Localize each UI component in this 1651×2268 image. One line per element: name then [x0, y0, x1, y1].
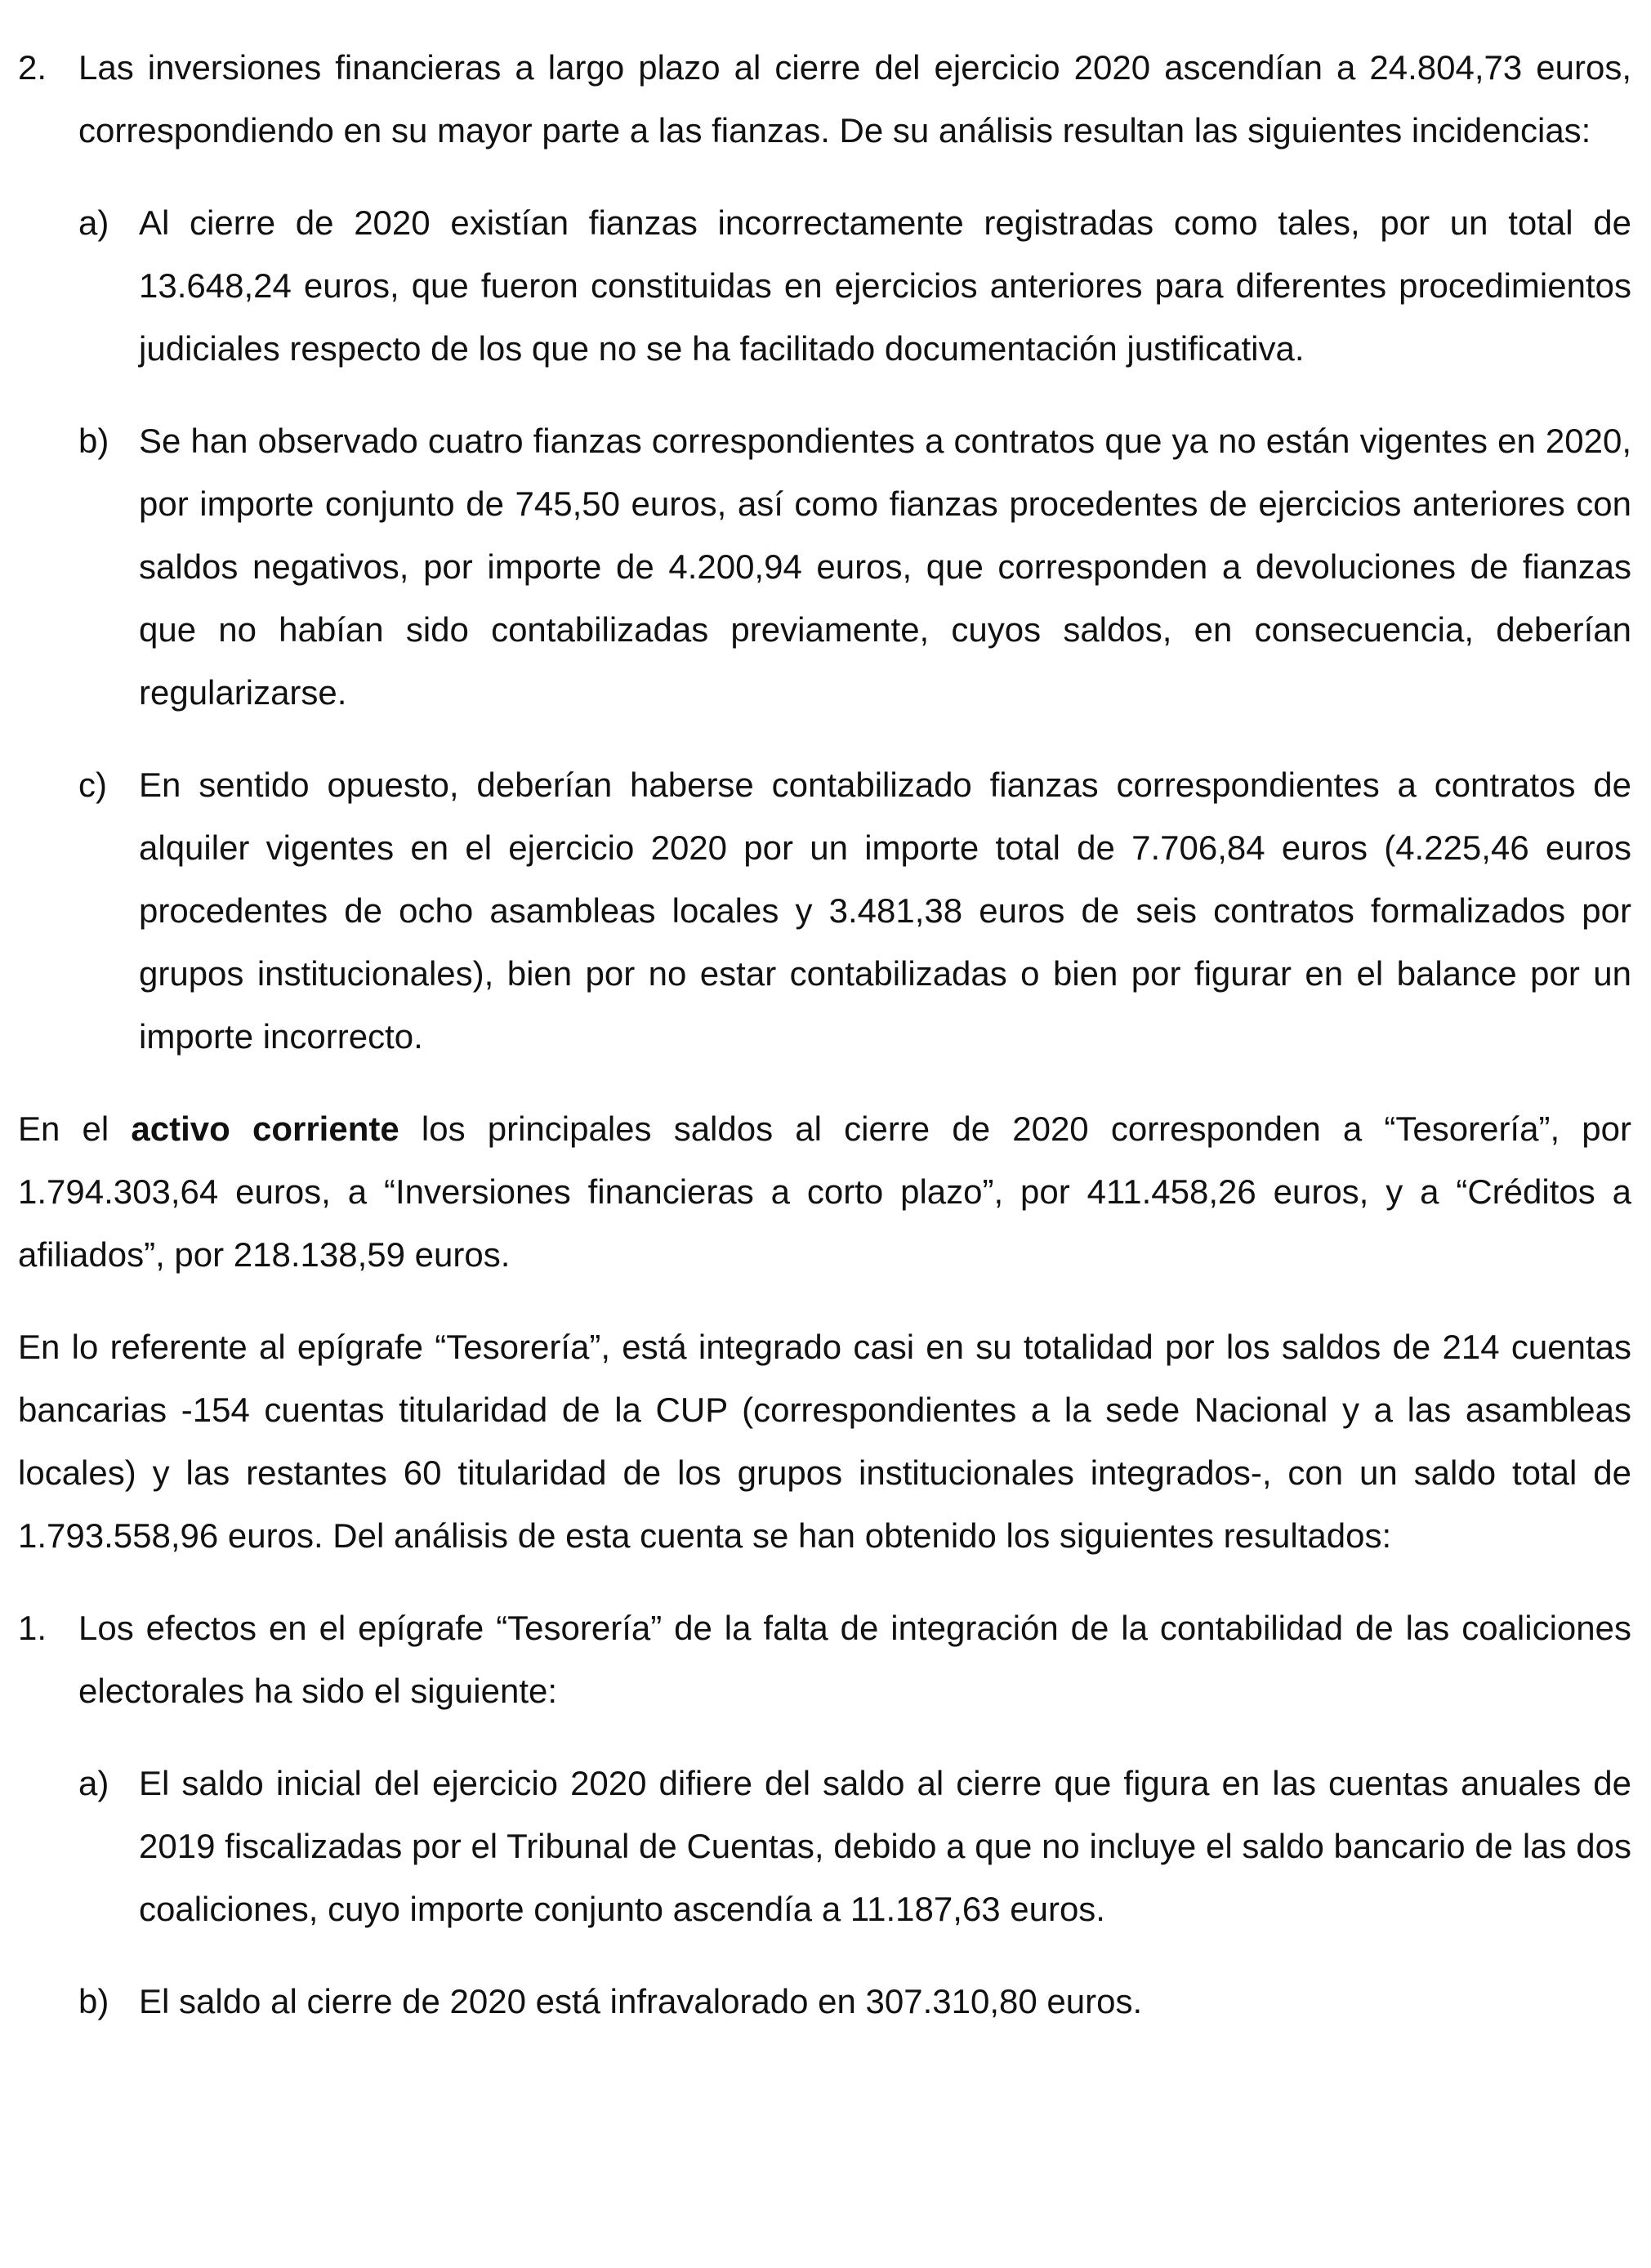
sub-item-text: El saldo al cierre de 2020 está infravalorado en 307.310,80 euros. [139, 1982, 1143, 2020]
sub-item-1b [78, 1970, 1631, 2033]
sub-item-2b [78, 409, 1631, 724]
sub-item-1a [78, 1752, 1631, 1940]
sub-marker: a) [78, 203, 109, 242]
list-item-text: Las inversiones financieras a largo plazo al cierre del ejercicio 2020 ascendían a 24.804,73 euros, correspondiendo en su mayor parte a las fianzas. De su análisis resultan las siguientes incidencias: [78, 48, 1631, 150]
sub-marker: b) [78, 1982, 109, 2020]
list-item-1 [18, 1596, 1631, 1722]
sub-marker: b) [78, 422, 109, 460]
sub-item-text: El saldo inicial del ejercicio 2020 difiere del saldo al cierre que figura en las cuentas anuales de 2019 fiscalizadas por el Tribunal de Cuentas, debido a que no incluye el saldo bancario de las dos coaliciones, cuyo importe conjunto ascendía a 11.187,63 euros. [139, 1764, 1631, 1928]
sub-item-text: En sentido opuesto, deberían haberse contabilizado fianzas correspondientes a contratos de alquiler vigentes en el ejercicio 2020 por un importe total de 7.706,84 euros (4.225,46 euros procedentes de ocho asambleas locales y 3.481,38 euros de seis contratos formalizados por grupos institucionales), bien por no estar contabilizadas o bien por figurar en el balance por un importe incorrecto. [139, 766, 1631, 1056]
sub-item-text: Al cierre de 2020 existían fianzas incorrectamente registradas como tales, por un total de 13.648,24 euros, que fueron constituidas en ejercicios anteriores para diferentes procedimientos judiciales respecto de los que no se ha facilitado documentación justificativa. [139, 203, 1631, 368]
paragraph-suffix: los principales saldos al cierre de 2020 corresponden a “Tesorería”, por 1.794.303,64 euros, a “Inversiones financieras a corto plazo”, por 411.458,26 euros, y a “Créditos a afiliados”, por 218.138,59 euros. [18, 1109, 1631, 1274]
paragraph-tesoreria: En lo referente al epígrafe “Tesorería”, está integrado casi en su totalidad por los saldos de 214 cuentas bancarias -154 cuentas titularidad de la CUP (correspondientes a la sede Nacional y a las asambleas locales) y las restantes 60 titularidad de los grupos institucionales integrados-, con un saldo total de 1.793.558,96 euros. Del análisis de esta cuenta se han obtenido los siguientes resultados: [18, 1328, 1631, 1555]
sub-marker: c) [78, 766, 107, 804]
list-marker: 2. [18, 48, 47, 87]
sub-item-text: Se han observado cuatro fianzas correspondientes a contratos que ya no están vigentes en 2020, por importe conjunto de 745,50 euros, así como fianzas procedentes de ejercicios anteriores con saldos negativos, por importe de 4.200,94 euros, que corresponden a devoluciones de fianzas que no habían sido contabilizadas previamente, cuyos saldos, en consecuencia, deberían regularizarse. [139, 422, 1631, 712]
paragraph-activo-corriente [18, 1097, 1631, 1286]
list-item-text: Los efectos en el epígrafe “Tesorería” de la falta de integración de la contabilidad de las coaliciones electorales ha sido el siguiente: [78, 1609, 1631, 1710]
list-marker: 1. [18, 1609, 47, 1647]
document-page [18, 36, 1631, 2033]
list-item-2 [18, 36, 1631, 162]
bold-term: activo corriente [131, 1109, 399, 1148]
sub-item-2c [78, 753, 1631, 1068]
paragraph-prefix: En el [18, 1109, 132, 1148]
sub-marker: a) [78, 1764, 109, 1802]
sub-item-2a [78, 191, 1631, 380]
